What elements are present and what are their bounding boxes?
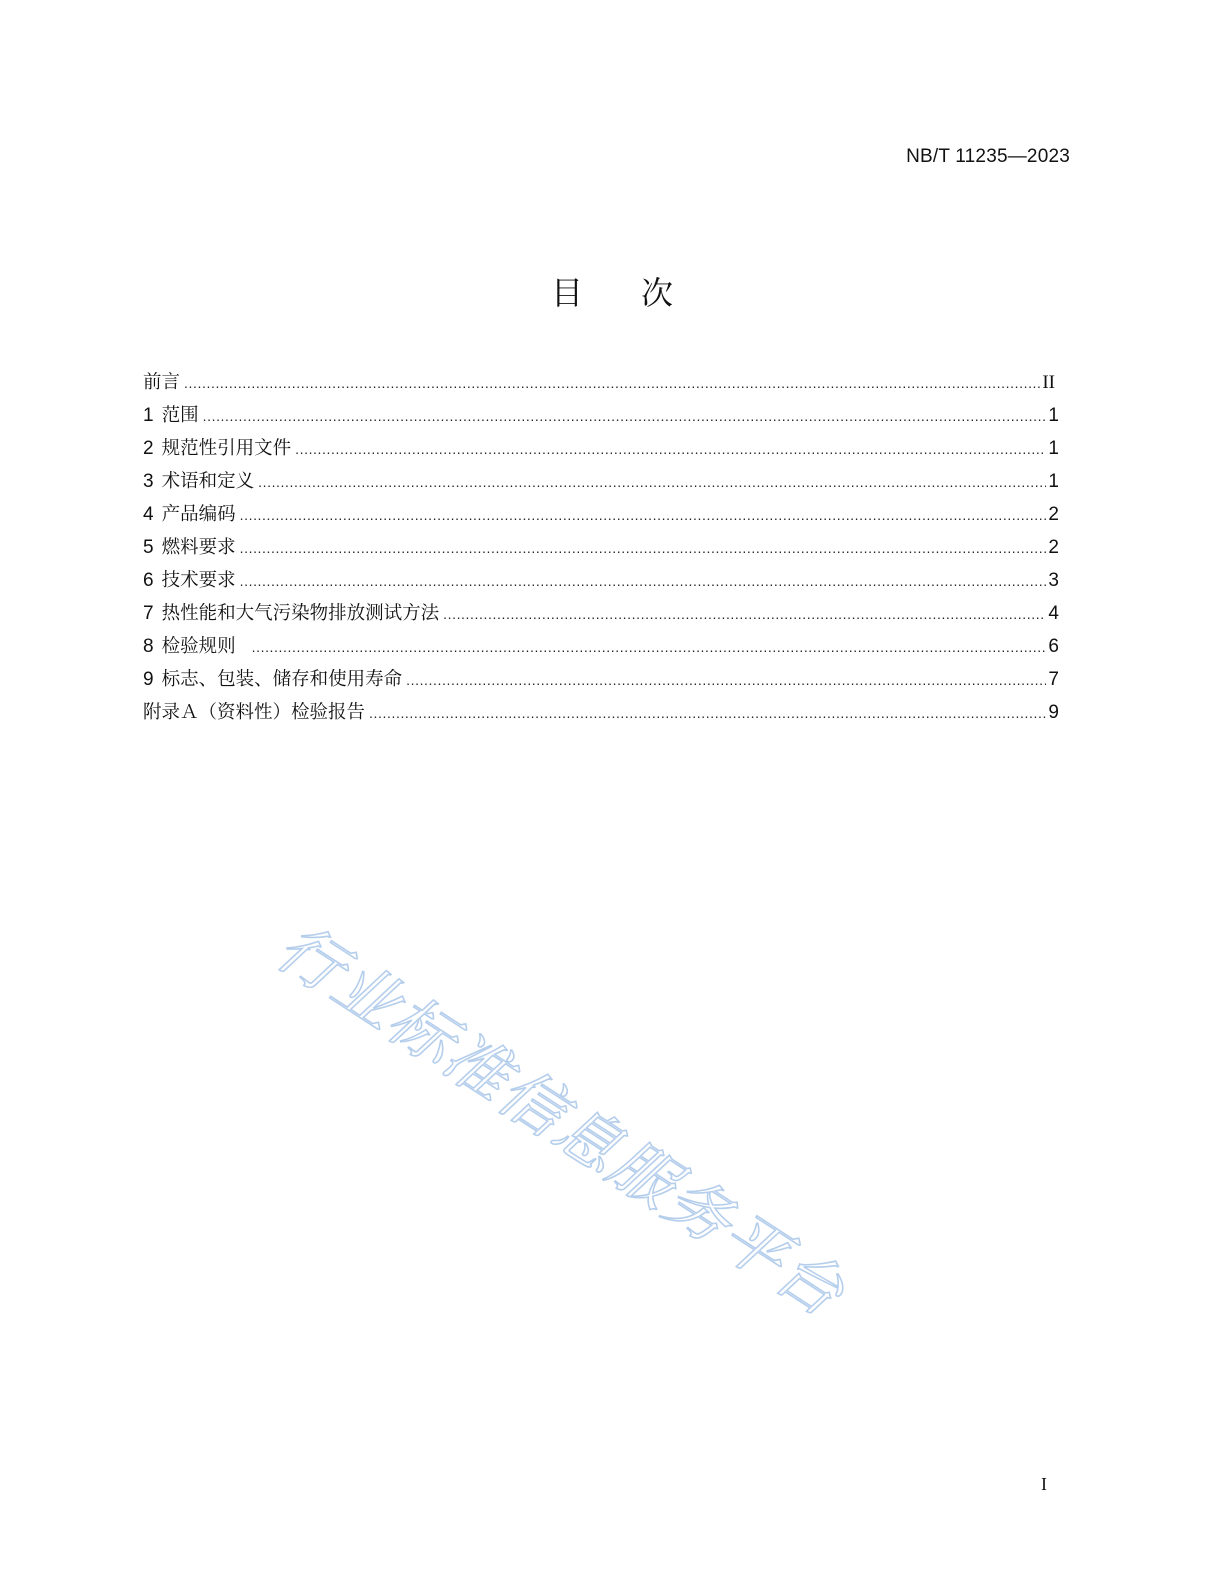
toc-entry-text: 技术要求 <box>161 570 236 591</box>
toc-entry-text: 标志、包装、储存和使用寿命 <box>161 669 403 690</box>
toc-entry-7[interactable] <box>143 597 1059 630</box>
toc-entry-8[interactable] <box>143 630 1059 663</box>
toc-entry-page: 1 <box>1048 471 1059 492</box>
toc-entry-number: 2 <box>143 438 154 459</box>
table-of-contents <box>143 366 1059 729</box>
toc-entry-text: 前言 <box>143 372 181 393</box>
toc-entry-page: 3 <box>1048 570 1059 591</box>
page-title <box>0 268 1224 314</box>
toc-leader-dots <box>240 499 1047 532</box>
toc-entry-number: 3 <box>143 471 154 492</box>
toc-entry-number: 5 <box>143 537 154 558</box>
toc-entry-page: 2 <box>1048 537 1059 558</box>
toc-entry-text: 燃料要求 <box>161 537 236 558</box>
toc-entry-page: 7 <box>1048 669 1059 690</box>
toc-leader-dots <box>184 367 1040 400</box>
toc-leader-dots <box>203 400 1047 433</box>
toc-entry-number: 7 <box>143 603 154 624</box>
toc-entry-page: 4 <box>1048 603 1059 624</box>
toc-entry-1[interactable] <box>143 399 1059 432</box>
toc-entry-text: 规范性引用文件 <box>161 438 292 459</box>
toc-leader-dots <box>295 433 1046 466</box>
toc-entry-text: 范围 <box>161 405 199 426</box>
toc-entry-text: 附录Ａ（资料性）检验报告 <box>143 702 366 723</box>
toc-entry-number: 1 <box>143 405 154 426</box>
toc-entry-text: 热性能和大气污染物排放测试方法 <box>161 603 440 624</box>
toc-entry-number: 4 <box>143 504 154 525</box>
toc-leader-dots <box>258 466 1046 499</box>
toc-entry-6[interactable] <box>143 564 1059 597</box>
title-char-2: 次 <box>641 274 674 312</box>
toc-entry-number: 6 <box>143 570 154 591</box>
watermark: 行业标准信息服务平台 <box>263 910 858 1333</box>
page-number: I <box>1041 1474 1047 1494</box>
toc-entry-number: 9 <box>143 669 154 690</box>
toc-entry-3[interactable] <box>143 465 1059 498</box>
toc-entry-page: 9 <box>1048 702 1059 723</box>
toc-entry-5[interactable] <box>143 531 1059 564</box>
toc-entry-page: II <box>1042 372 1055 393</box>
toc-leader-dots <box>406 664 1046 697</box>
toc-entry-appendix-a[interactable] <box>143 696 1059 729</box>
title-char-1: 目 <box>550 274 583 312</box>
toc-entry-page: 6 <box>1048 636 1059 657</box>
toc-entry-number: 8 <box>143 636 154 657</box>
toc-entry-4[interactable] <box>143 498 1059 531</box>
toc-entry-text: 检验规则 <box>161 636 236 657</box>
toc-leader-dots <box>369 697 1046 730</box>
toc-entry-text: 产品编码 <box>161 504 236 525</box>
toc-leader-dots <box>443 598 1046 631</box>
toc-entry-foreword[interactable] <box>143 366 1059 399</box>
toc-leader-dots <box>240 565 1047 598</box>
toc-leader-dots <box>252 631 1047 664</box>
toc-entry-page: 2 <box>1048 504 1059 525</box>
toc-entry-page: 1 <box>1048 438 1059 459</box>
toc-leader-dots <box>240 532 1047 565</box>
toc-entry-2[interactable] <box>143 432 1059 465</box>
toc-entry-text: 术语和定义 <box>161 471 255 492</box>
standard-code: NB/T 11235—2023 <box>906 146 1070 167</box>
toc-entry-page: 1 <box>1048 405 1059 426</box>
toc-entry-9[interactable] <box>143 663 1059 696</box>
